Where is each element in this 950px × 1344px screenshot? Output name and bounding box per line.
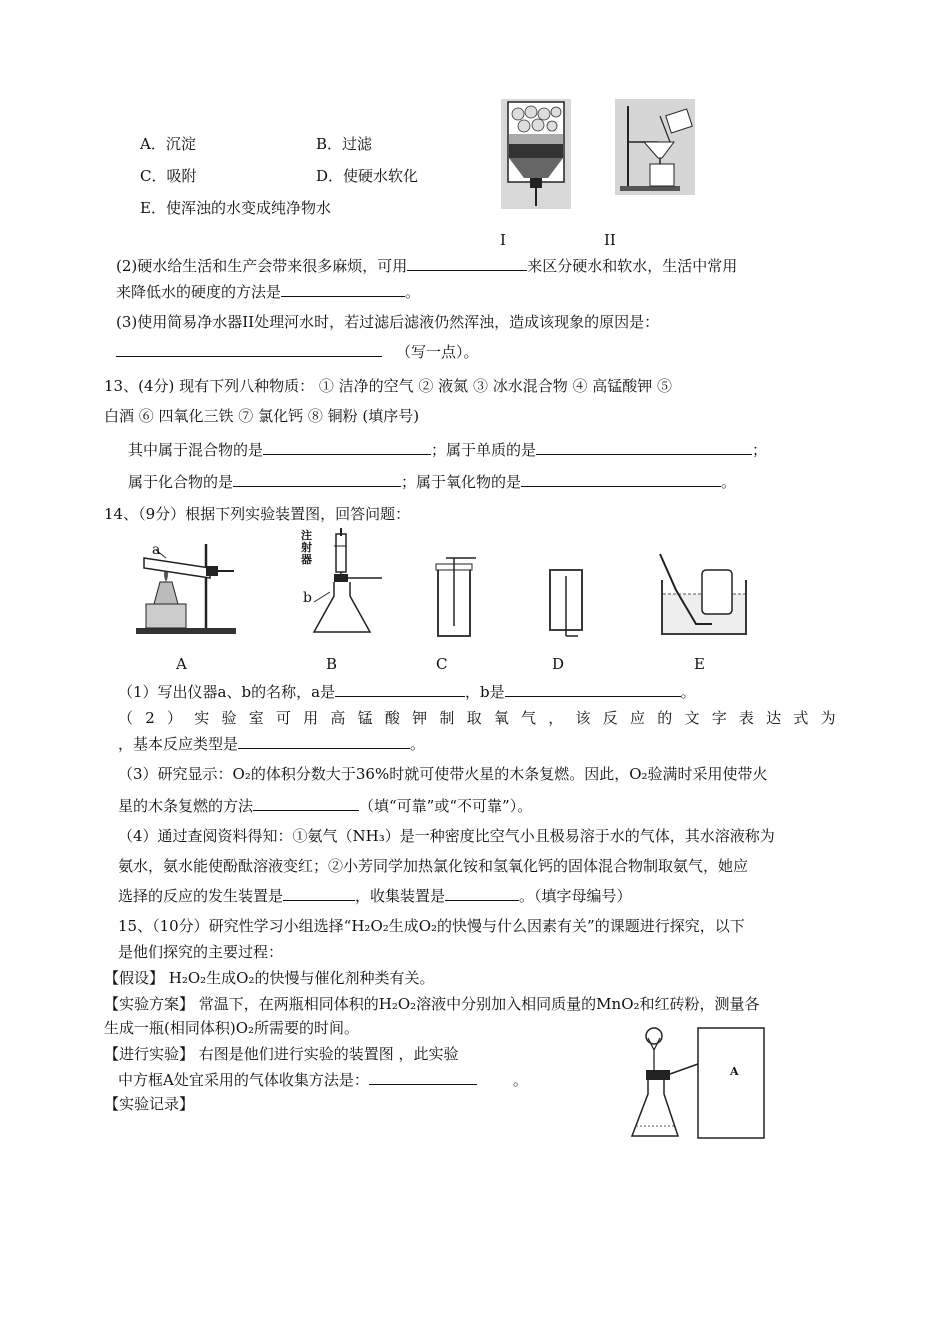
q15-experiment-line2: 中方框A处宜采用的气体收集方法是： 。 [118,1071,528,1089]
box-a-label: A [730,1065,739,1078]
figure-label-2: II [604,231,616,249]
q13-line2: 白酒 ⑥ 四氧化三铁 ⑦ 氯化钙 ⑧ 铜粉 (填序号) [104,407,420,425]
q14-part1: （1）写出仪器a、b的名称，a是 ，b是 。 [118,683,696,701]
q15-line2: 是他们探究的主要过程： [118,943,284,961]
apparatus-b-figure [300,528,392,638]
option-c: C．吸附 [140,167,197,185]
mark-a: a [152,542,161,558]
option-e: E．使浑浊的水变成纯净物水 [140,199,331,217]
mark-b: b [303,590,312,606]
q13-line1: 13、(4分) 现有下列八种物质： ① 洁净的空气 ② 液氮 ③ 冰水混合物 ④ 高锰酸钾 ⑤ [104,377,673,395]
syringe-label: 注射器 [301,529,312,566]
q14-part3-line2: 星的木条复燃的方法 （填“可靠”或“不可靠”）。 [118,797,533,815]
q14-title: 14、（9分）根据下列实验装置图，回答问题： [104,505,411,523]
apparatus-label-e: E [694,655,705,673]
q15-plan-line2: 生成一瓶(相同体积)O₂所需要的时间。 [104,1019,360,1037]
q13-answer-row2: 属于化合物的是 ；属于氧化物的是 。 [128,473,737,491]
option-a: A．沉淀 [140,135,196,153]
apparatus-label-c: C [436,655,448,673]
q12-part3-line1: (3)使用简易净水器II处理河水时，若过滤后滤液仍然浑浊，造成该现象的原因是： [116,313,660,331]
q15-experiment-line1: 【进行实验】 右图是他们进行实验的装置图 ，此实验 [104,1045,459,1063]
h2o2-apparatus-figure [626,1026,768,1142]
q14-part2-line1: （ 2 ） 实 验 室 可 用 高 锰 酸 钾 制 取 氧 气 ， 该 反 应 的 文 字 表 达 式 为 [118,709,836,727]
apparatus-label-d: D [552,655,565,673]
q12-part2-line1: (2)硬水给生活和生产会带来很多麻烦，可用 来区分硬水和软水，生活中常用 [116,257,738,275]
q12-part2-line2: 来降低水的硬度的方法是 。 [116,283,421,301]
apparatus-a-figure [136,534,236,636]
q14-part4-line3: 选择的反应的发生装置是 ，收集装置是 。（填字母编号） [118,887,632,905]
apparatus-e-figure [656,550,752,640]
q14-part4-line1: （4）通过查阅资料得知：①氨气（NH₃）是一种密度比空气小且极易溶于水的气体，其水溶液称为 [118,827,775,845]
apparatus-label-a: A [176,655,187,673]
filtration-figure [614,98,696,196]
figure-label-1: I [500,231,506,249]
q14-part3-line1: （3）研究显示：O₂的体积分数大于36%时就可使带火星的木条复燃。因此，O₂验满时采用使带火 [118,765,768,783]
q15-hypothesis: 【假设】 H₂O₂生成O₂的快慢与催化剂种类有关。 [104,969,435,987]
apparatus-c-figure [428,556,478,638]
q15-record: 【实验记录】 [104,1095,195,1113]
q13-answer-row1: 其中属于混合物的是 ；属于单质的是 ； [128,441,768,459]
apparatus-label-b: B [326,655,338,673]
q14-part2-line2: ，基本反应类型是 。 [118,735,426,753]
option-b: B．过滤 [316,135,373,153]
apparatus-d-figure [546,566,586,638]
q15-plan-line1: 【实验方案】 常温下，在两瓶相同体积的H₂O₂溶液中分别加入相同质量的MnO₂和红砖粉，测量各 [104,995,760,1013]
option-d: D．使硬水软化 [316,167,419,185]
q15-line1: 15、（10分）研究性学习小组选择“H₂O₂生成O₂的快慢与什么因素有关”的课题进行探究，以下 [118,917,745,935]
q14-part4-line2: 氨水，氨水能使酚酞溶液变红；②小芳同学加热氯化铵和氢氧化钙的固体混合物制取氨气，她应 [118,857,749,875]
q12-part3-line2: （写一点）。 [116,342,479,362]
water-purifier-figure [500,98,572,210]
